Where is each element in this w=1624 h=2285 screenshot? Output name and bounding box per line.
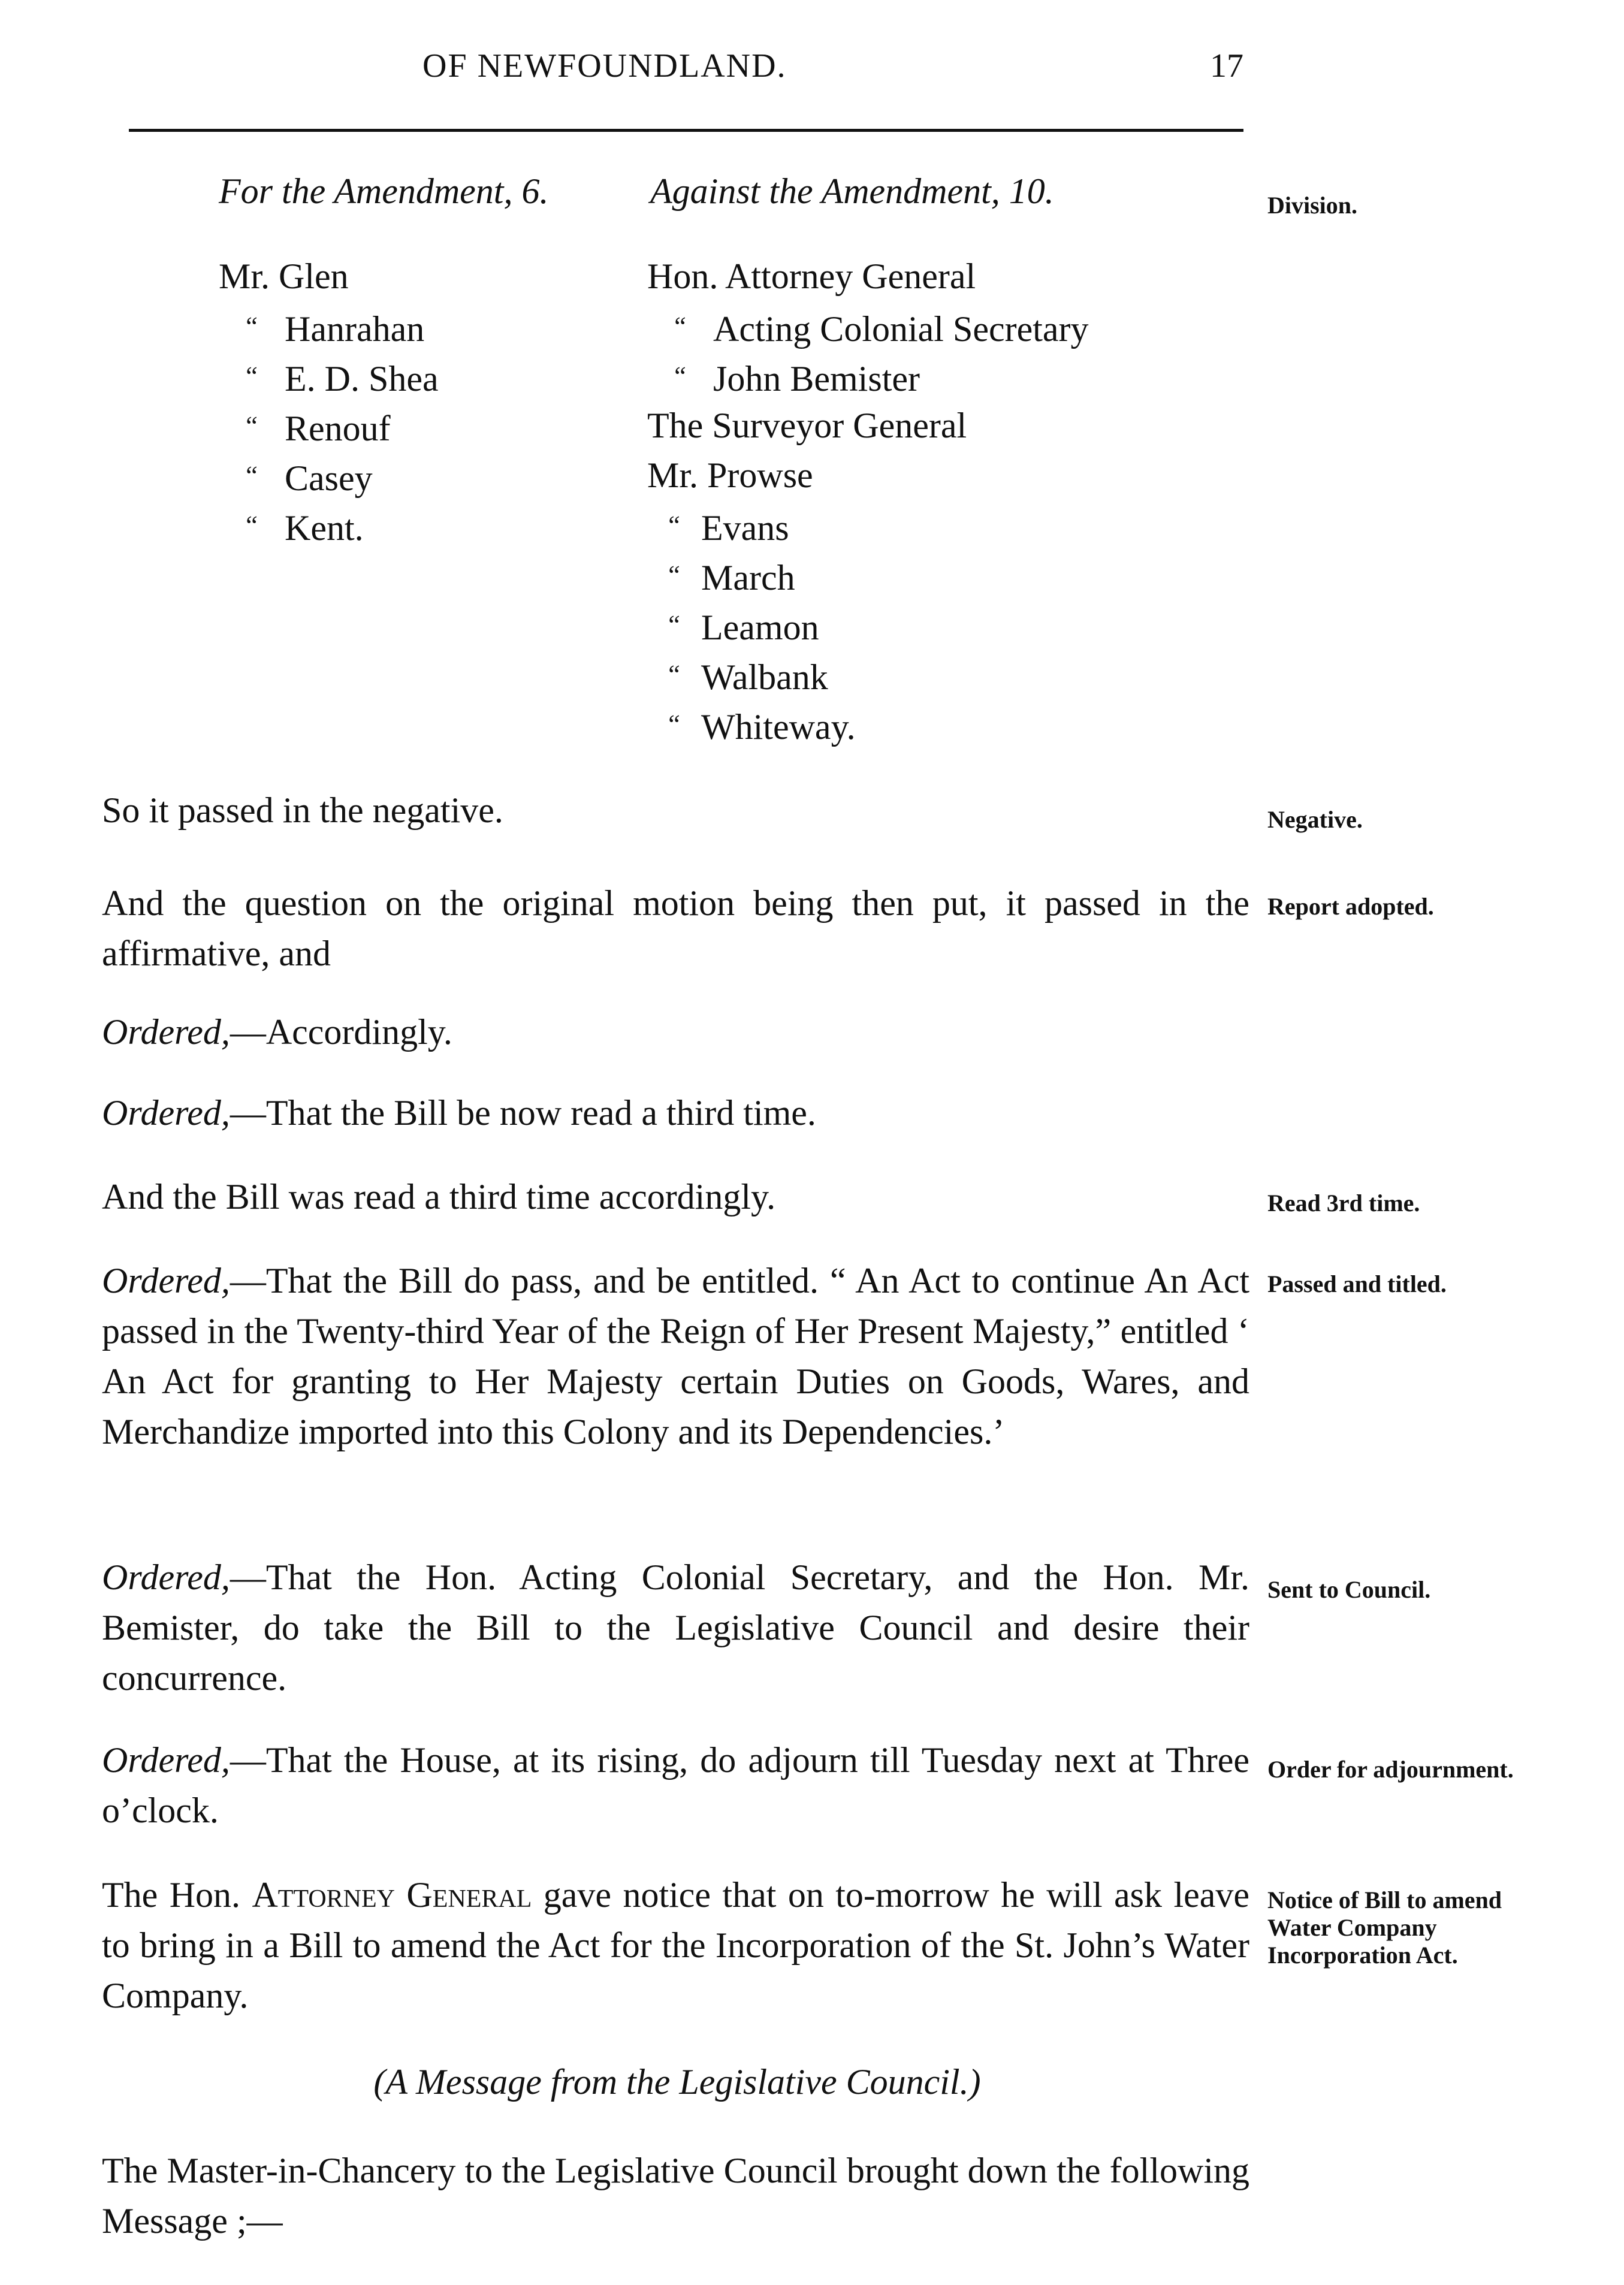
list-item: “ Renouf	[246, 409, 391, 448]
list-item: “ Acting Colonial Secretary	[674, 309, 1089, 349]
against-names-list	[647, 252, 1088, 749]
message-heading: (A Message from the Legislative Council.)	[373, 2062, 981, 2102]
list-item: “ Walbank	[668, 657, 828, 697]
margin-note-read-3rd-time: Read 3rd time.	[1267, 1190, 1420, 1217]
list-item: The Surveyor General	[647, 406, 967, 445]
running-head: OF NEWFOUNDLAND.	[422, 47, 787, 84]
list-item: “ John Bemister	[674, 359, 920, 399]
page-header	[129, 47, 1243, 101]
paragraph-negative: So it passed in the negative.	[102, 790, 503, 830]
list-item: Hon. Attorney General	[647, 256, 976, 296]
for-amendment-heading: For the Amendment, 6.	[219, 171, 549, 211]
paragraph-ordered-third-reading: Ordered,—That the Bill be now read a third time.	[102, 1093, 816, 1133]
against-amendment-heading: Against the Amendment, 10.	[650, 171, 1054, 211]
list-item: Mr. Prowse	[647, 455, 813, 495]
header-rule	[129, 129, 1243, 132]
margin-note-water-company: Notice of Bill to amend Water Company Incorporation Act.	[1267, 1886, 1502, 1969]
margin-note-negative: Negative.	[1267, 806, 1363, 833]
list-item: “ Casey	[246, 458, 373, 498]
for-names-list	[219, 252, 439, 550]
list-item: “ Kent.	[246, 508, 364, 548]
paragraph-master-in-chancery: The Master-in-Chancery to the Legislative Council brought down the following Message ;—	[102, 2151, 1249, 2241]
page-number: 17	[1210, 47, 1243, 84]
margin-note-sent-to-council: Sent to Council.	[1267, 1576, 1431, 1603]
list-item: “ Hanrahan	[246, 309, 425, 349]
paragraph-bill-pass-entitled: Ordered,—That the Bill do pass, and be entitled. “ An Act to continue An Act passed in the Twenty-third Year of the Reign of Her Present Majesty,” entitled ‘ An Act for granting to Her Majesty certain Duties on Goods, Wares, and Merchandize imported into this Colony and its Dependencies.’	[102, 1261, 1249, 1451]
paragraph-ordered-accordingly: Ordered,—Accordingly.	[102, 1012, 452, 1052]
list-item: “ March	[668, 558, 795, 597]
paragraph-notice-of-bill: The Hon. Attorney General gave notice that on to-morrow he will ask leave to bring in a Bill to amend the Act for the Incorporation of the St. John’s Water Company.	[102, 1875, 1250, 2015]
paragraph-question-put: And the question on the original motion being then put, it passed in the affirmative, and	[102, 883, 1249, 973]
list-item: “ Leamon	[668, 608, 819, 647]
margin-note-passed-titled: Passed and titled.	[1267, 1270, 1447, 1297]
margin-note-adjournment: Order for adjournment.	[1267, 1756, 1514, 1783]
list-item: Mr. Glen	[219, 256, 349, 296]
list-item: “ Evans	[668, 508, 789, 548]
list-item: “ Whiteway.	[668, 707, 856, 747]
margin-note-report-adopted: Report adopted.	[1267, 893, 1434, 920]
paragraph-sent-to-council: Ordered,—That the Hon. Acting Colonial Secretary, and the Hon. Mr. Bemister, do take the Bill to the Legislative Council and desire their concurrence.	[102, 1557, 1249, 1698]
margin-note-division: Division.	[1267, 192, 1358, 219]
list-item: “ E. D. Shea	[246, 359, 439, 399]
paragraph-read-third-time: And the Bill was read a third time accordingly.	[102, 1177, 776, 1217]
paragraph-adjournment: Ordered,—That the House, at its rising, do adjourn till Tuesday next at Three o’clock.	[102, 1740, 1249, 1830]
